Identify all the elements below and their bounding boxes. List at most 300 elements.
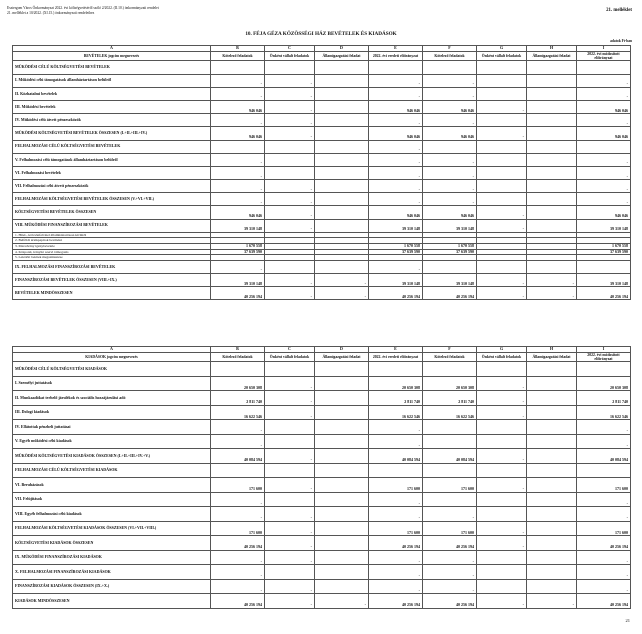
cell-value: 37 639 590: [369, 249, 423, 255]
table-row: [13, 362, 631, 377]
cell-value: 1 670 558: [211, 244, 265, 250]
cell-value: [527, 550, 577, 565]
row-label: MŰKÖDÉSI CÉLÚ KÖLTSÉGVETÉSI BEVÉTELEK: [13, 61, 211, 74]
cell-value: -: [265, 478, 315, 493]
cell-value: -: [477, 376, 527, 391]
cell-value: -: [265, 193, 315, 206]
cell-value: [477, 550, 527, 565]
cell-value: -: [211, 260, 265, 273]
cell-value: [527, 478, 577, 493]
column-letter: H: [527, 347, 577, 353]
column-header: Önként vállalt feladatok: [477, 353, 527, 362]
cell-value: [477, 87, 527, 100]
cell-value: 946 046: [369, 100, 423, 113]
cell-value: [477, 420, 527, 435]
table-row: [13, 127, 631, 140]
cell-value: [527, 579, 577, 594]
row-label: KIADÁSOK MINDÖSSZESEN: [13, 594, 211, 609]
row-label: KÖLTSÉGVETÉSI BEVÉTELEK ÖSSZESEN: [13, 206, 211, 219]
cell-value: -: [211, 193, 265, 206]
column-header-label: KIADÁSOK jogcím megnevezés: [13, 353, 211, 362]
cell-value: [527, 260, 577, 273]
cell-value: 171 600: [369, 478, 423, 493]
cell-value: -: [423, 550, 477, 565]
table-row: [13, 153, 631, 166]
cell-value: [527, 565, 577, 580]
table-row: [13, 405, 631, 420]
cell-value: [527, 140, 577, 153]
table-row: [13, 579, 631, 594]
cell-value: [265, 153, 315, 166]
column-letter: C: [265, 46, 315, 52]
cell-value: -: [527, 287, 577, 300]
cell-value: [477, 463, 527, 478]
row-label: X. FELHALMOZÁSI FINANSZÍROZÁSI KIADÁSOK: [13, 565, 211, 580]
cell-value: 40 084 594: [369, 449, 423, 464]
cell-value: [315, 127, 369, 140]
column-letter: F: [423, 347, 477, 353]
expense-table: [12, 346, 631, 609]
cell-value: [315, 180, 369, 193]
table-row: [13, 219, 631, 232]
row-label: FINANSZÍROZÁSI KIADÁSOK ÖSSZESEN (IX.+X.): [13, 579, 211, 594]
cell-value: 2 811 740: [423, 391, 477, 406]
column-letter: D: [315, 347, 369, 353]
cell-value: [315, 420, 369, 435]
cell-value: [527, 61, 577, 74]
cell-value: -: [577, 507, 631, 522]
cell-value: -: [423, 579, 477, 594]
cell-value: [477, 193, 527, 206]
cell-value: 40 256 194: [369, 287, 423, 300]
cell-value: 20 650 308: [577, 376, 631, 391]
cell-value: -: [369, 180, 423, 193]
row-label: 5. Lekötött betétek megszüntetése: [13, 255, 211, 261]
cell-value: 946 046: [423, 206, 477, 219]
cell-value: [477, 74, 527, 87]
cell-value: -: [265, 287, 315, 300]
cell-value: 39 310 148: [369, 219, 423, 232]
cell-value: [315, 550, 369, 565]
cell-value: [477, 61, 527, 74]
cell-value: -: [369, 434, 423, 449]
cell-value: -: [265, 206, 315, 219]
cell-value: -: [477, 287, 527, 300]
cell-value: 20 650 308: [211, 376, 265, 391]
cell-value: 16 622 546: [211, 405, 265, 420]
row-label: 3. Maradvány igénybevétele: [13, 244, 211, 250]
cell-value: [315, 166, 369, 179]
cell-value: -: [477, 478, 527, 493]
cell-value: [315, 193, 369, 206]
cell-value: 37 639 590: [211, 249, 265, 255]
cell-value: [527, 166, 577, 179]
cell-value: 39 310 148: [369, 274, 423, 287]
cell-value: [527, 74, 577, 87]
table-row: [13, 180, 631, 193]
cell-value: 37 639 590: [423, 249, 477, 255]
cell-value: -: [265, 180, 315, 193]
cell-value: -: [211, 565, 265, 580]
cell-value: 946 046: [369, 206, 423, 219]
table-row: [13, 376, 631, 391]
cell-value: [315, 536, 369, 551]
page-number: 21: [625, 618, 630, 623]
table-row: [13, 507, 631, 522]
cell-value: -: [211, 180, 265, 193]
cell-value: [315, 376, 369, 391]
cell-value: 40 256 194: [423, 536, 477, 551]
table-row: [13, 536, 631, 551]
cell-value: 1 670 558: [577, 244, 631, 250]
cell-value: 16 622 546: [369, 405, 423, 420]
cell-value: -: [423, 565, 477, 580]
cell-value: -: [265, 376, 315, 391]
row-label: II. Közhatalmi bevételek: [13, 87, 211, 100]
row-label: III. Dologi kiadások: [13, 405, 211, 420]
cell-value: [423, 434, 477, 449]
column-letter: G: [477, 46, 527, 52]
cell-value: 40 256 194: [423, 287, 477, 300]
column-letter: H: [527, 46, 577, 52]
cell-value: [315, 140, 369, 153]
cell-value: -: [265, 274, 315, 287]
unit-label: adatok Ft-ban: [610, 39, 632, 43]
cell-value: [423, 260, 477, 273]
cell-value: [369, 61, 423, 74]
cell-value: [477, 434, 527, 449]
cell-value: [577, 140, 631, 153]
cell-value: [477, 579, 527, 594]
cell-value: -: [477, 449, 527, 464]
cell-value: [577, 362, 631, 377]
cell-value: [315, 434, 369, 449]
cell-value: [315, 260, 369, 273]
row-label: VI. Beruházások: [13, 478, 211, 493]
column-letter: C: [265, 347, 315, 353]
row-label: 1. Hitel-, kölcsönfelvétel államháztartáson kívülről: [13, 232, 211, 238]
cell-value: 171 600: [577, 521, 631, 536]
income-table-header: [13, 46, 631, 61]
cell-value: 2 811 740: [577, 391, 631, 406]
cell-value: -: [423, 193, 477, 206]
row-label: IX. MŰKÖDÉSI FINANSZÍROZÁSI KIADÁSOK: [13, 550, 211, 565]
cell-value: -: [265, 579, 315, 594]
row-label: VIII. Egyéb felhalmozási célú kiadások: [13, 507, 211, 522]
cell-value: [423, 463, 477, 478]
cell-value: [527, 100, 577, 113]
cell-value: -: [369, 550, 423, 565]
table-row: [13, 463, 631, 478]
cell-value: [527, 219, 577, 232]
cell-value: -: [423, 153, 477, 166]
cell-value: [423, 140, 477, 153]
cell-value: -: [265, 536, 315, 551]
cell-value: -: [423, 87, 477, 100]
cell-value: 171 600: [577, 478, 631, 493]
annex-label: 21. melléklet: [606, 8, 632, 13]
header-line-1: Esztergom Város Önkormányzat 2022. évi költségvetéséről szóló 2/2022. (II.10.) önkormányzati rendelet: [7, 6, 159, 10]
cell-value: -: [477, 405, 527, 420]
cell-value: -: [211, 579, 265, 594]
cell-value: -: [315, 274, 369, 287]
cell-value: -: [211, 550, 265, 565]
column-header: Államigazgatási feladat: [527, 52, 577, 61]
expense-table-body: [13, 362, 631, 609]
cell-value: 946 046: [577, 206, 631, 219]
header-line-2: 21. melléklet a 10/2022. (XI.15.) önkormányzati rendelethez: [7, 11, 95, 15]
column-letter: A: [13, 347, 211, 353]
income-table: [12, 45, 631, 300]
column-letter: I: [577, 46, 631, 52]
cell-value: 39 310 148: [211, 219, 265, 232]
cell-value: [211, 362, 265, 377]
cell-value: [477, 362, 527, 377]
cell-value: -: [577, 550, 631, 565]
table-row: [13, 61, 631, 74]
cell-value: 171 600: [423, 478, 477, 493]
cell-value: -: [477, 219, 527, 232]
cell-value: [477, 166, 527, 179]
cell-value: -: [577, 579, 631, 594]
table-row: [13, 521, 631, 536]
cell-value: -: [265, 219, 315, 232]
cell-value: -: [577, 434, 631, 449]
cell-value: -: [423, 507, 477, 522]
cell-value: [527, 206, 577, 219]
cell-value: -: [423, 114, 477, 127]
column-letter: B: [211, 46, 265, 52]
income-table-body: [13, 61, 631, 300]
cell-value: 946 046: [577, 127, 631, 140]
cell-value: -: [369, 565, 423, 580]
cell-value: 39 310 148: [423, 274, 477, 287]
table-row: [13, 420, 631, 435]
cell-value: 946 046: [211, 206, 265, 219]
cell-value: 171 600: [211, 478, 265, 493]
table-row: [13, 492, 631, 507]
cell-value: 39 310 148: [211, 274, 265, 287]
cell-value: -: [265, 449, 315, 464]
cell-value: -: [577, 74, 631, 87]
cell-value: -: [265, 391, 315, 406]
row-label: VII. Felhalmozási célú átvett pénzeszközök: [13, 180, 211, 193]
cell-value: -: [265, 100, 315, 113]
cell-value: [265, 420, 315, 435]
cell-value: -: [265, 87, 315, 100]
table-row: [13, 274, 631, 287]
cell-value: -: [477, 536, 527, 551]
cell-value: [527, 127, 577, 140]
cell-value: [315, 463, 369, 478]
table-row: [13, 114, 631, 127]
cell-value: [315, 114, 369, 127]
cell-value: 37 639 590: [577, 249, 631, 255]
row-label: IX. FELHALMOZÁSI FINANSZÍROZÁSI BEVÉTELEK: [13, 260, 211, 273]
cell-value: -: [211, 74, 265, 87]
cell-value: -: [369, 140, 423, 153]
row-label: FELHALMOZÁSI KÖLTSÉGVETÉSI BEVÉTELEK ÖSSZESEN (V.+VI.+VII.): [13, 193, 211, 206]
column-letter: E: [369, 347, 423, 353]
cell-value: -: [211, 507, 265, 522]
cell-value: [527, 193, 577, 206]
cell-value: [527, 153, 577, 166]
cell-value: -: [577, 87, 631, 100]
cell-value: -: [527, 594, 577, 609]
cell-value: 40 256 194: [577, 287, 631, 300]
cell-value: 946 046: [423, 100, 477, 113]
cell-value: -: [577, 166, 631, 179]
cell-value: 1 670 558: [423, 244, 477, 250]
column-header: Kötelező feladatok: [423, 52, 477, 61]
cell-value: 16 622 546: [423, 405, 477, 420]
cell-value: -: [315, 287, 369, 300]
cell-value: -: [477, 391, 527, 406]
cell-value: [315, 74, 369, 87]
cell-value: [265, 362, 315, 377]
cell-value: -: [369, 193, 423, 206]
cell-value: [423, 420, 477, 435]
expense-column-header-row: [13, 353, 631, 362]
document-header: [7, 6, 307, 16]
cell-value: [477, 153, 527, 166]
cell-value: [423, 492, 477, 507]
cell-value: -: [477, 127, 527, 140]
row-label: MŰKÖDÉSI KÖLTSÉGVETÉSI BEVÉTELEK ÖSSZESEN (I.+II.+III.+IV.): [13, 127, 211, 140]
cell-value: 40 256 194: [423, 594, 477, 609]
table-row: [13, 449, 631, 464]
cell-value: [477, 565, 527, 580]
cell-value: -: [369, 166, 423, 179]
cell-value: [477, 492, 527, 507]
table-row: [13, 287, 631, 300]
column-letter: I: [577, 347, 631, 353]
row-label: MŰKÖDÉSI KÖLTSÉGVETÉSI KIADÁSOK ÖSSZESEN (I.+II.+III.+IV.+V.): [13, 449, 211, 464]
cell-value: 40 256 194: [577, 536, 631, 551]
column-header-label: BEVÉTELEK jogcím megnevezés: [13, 52, 211, 61]
column-header: Önként vállalt feladatok: [477, 52, 527, 61]
cell-value: -: [577, 492, 631, 507]
cell-value: [477, 140, 527, 153]
cell-value: [315, 579, 369, 594]
cell-value: 39 310 148: [423, 219, 477, 232]
cell-value: -: [577, 114, 631, 127]
column-header: Önként vállalt feladatok: [265, 52, 315, 61]
cell-value: -: [211, 492, 265, 507]
cell-value: -: [577, 420, 631, 435]
cell-value: [265, 260, 315, 273]
cell-value: [315, 87, 369, 100]
cell-value: -: [369, 74, 423, 87]
cell-value: -: [369, 507, 423, 522]
column-header: Kötelező feladatok: [211, 353, 265, 362]
cell-value: -: [477, 100, 527, 113]
cell-value: -: [265, 127, 315, 140]
table-row: [13, 434, 631, 449]
cell-value: -: [211, 434, 265, 449]
cell-value: 946 046: [211, 100, 265, 113]
cell-value: [369, 463, 423, 478]
table-row: [13, 74, 631, 87]
cell-value: [527, 449, 577, 464]
cell-value: [527, 114, 577, 127]
column-letter: G: [477, 347, 527, 353]
row-label: V. Felhalmozási célú támogatások államháztartáson belülről: [13, 153, 211, 166]
cell-value: [211, 61, 265, 74]
cell-value: 39 310 148: [577, 219, 631, 232]
column-header: 2022. évi eredeti előirányzat: [369, 353, 423, 362]
row-label: VIII. MŰKÖDÉSI FINANSZÍROZÁSI BEVÉTELEK: [13, 219, 211, 232]
cell-value: 171 600: [369, 521, 423, 536]
cell-value: [315, 492, 369, 507]
cell-value: [315, 449, 369, 464]
cell-value: 946 046: [577, 100, 631, 113]
cell-value: -: [369, 153, 423, 166]
cell-value: -: [577, 565, 631, 580]
cell-value: -: [577, 153, 631, 166]
cell-value: -: [315, 594, 369, 609]
cell-value: 40 256 194: [369, 536, 423, 551]
cell-value: [527, 492, 577, 507]
cell-value: 946 046: [369, 127, 423, 140]
cell-value: -: [423, 180, 477, 193]
cell-value: -: [211, 114, 265, 127]
column-header: Önként vállalt feladatok: [265, 353, 315, 362]
cell-value: -: [265, 405, 315, 420]
cell-value: -: [477, 206, 527, 219]
cell-value: -: [369, 87, 423, 100]
cell-value: [527, 87, 577, 100]
cell-value: [315, 206, 369, 219]
row-label: II. Munkaadókat terhelő járulékok és szociális hozzájárulási adó: [13, 391, 211, 406]
cell-value: [527, 362, 577, 377]
cell-value: 2 811 740: [369, 391, 423, 406]
row-label: IV. Ellátottak pénzbeli juttatásai: [13, 420, 211, 435]
table-row: [13, 100, 631, 113]
cell-value: 40 256 194: [211, 287, 265, 300]
cell-value: -: [369, 420, 423, 435]
row-label: 4. Központi, irányító szervi támogatás: [13, 249, 211, 255]
table-row: [13, 391, 631, 406]
cell-value: [315, 478, 369, 493]
cell-value: [527, 536, 577, 551]
cell-value: [265, 463, 315, 478]
column-header: Kötelező feladatok: [211, 52, 265, 61]
cell-value: [265, 166, 315, 179]
cell-value: -: [265, 114, 315, 127]
table-row: [13, 166, 631, 179]
cell-value: [315, 405, 369, 420]
cell-value: -: [265, 521, 315, 536]
column-letter: A: [13, 46, 211, 52]
cell-value: [369, 362, 423, 377]
row-label: MŰKÖDÉSI CÉLÚ KÖLTSÉGVETÉSI KIADÁSOK: [13, 362, 211, 377]
cell-value: -: [577, 193, 631, 206]
cell-value: [265, 140, 315, 153]
cell-value: -: [369, 579, 423, 594]
cell-value: [423, 61, 477, 74]
cell-value: [315, 521, 369, 536]
cell-value: [265, 565, 315, 580]
cell-value: -: [211, 87, 265, 100]
cell-value: 946 046: [423, 127, 477, 140]
cell-value: 171 600: [423, 521, 477, 536]
cell-value: [527, 391, 577, 406]
cell-value: -: [577, 180, 631, 193]
row-label: FINANSZÍROZÁSI BEVÉTELEK ÖSSZESEN (VIII.+IX.): [13, 274, 211, 287]
table-row: [13, 87, 631, 100]
column-letter: D: [315, 46, 369, 52]
